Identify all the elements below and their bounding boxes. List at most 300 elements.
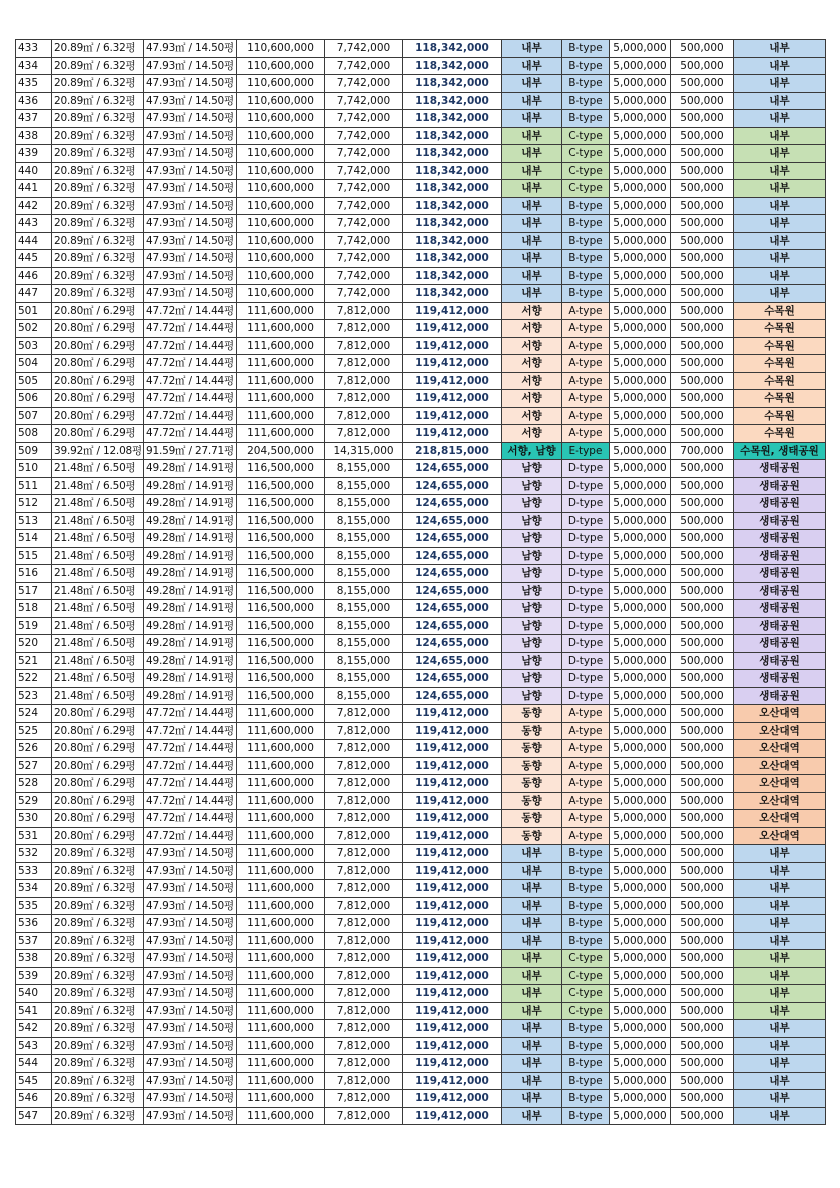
unit-type-cell: B-type xyxy=(562,40,610,58)
unit-type-cell: B-type xyxy=(562,232,610,250)
vat-cell: 7,812,000 xyxy=(325,950,403,968)
supply-price-cell: 116,500,000 xyxy=(237,565,325,583)
supply-area-cell: 47.93㎡ / 14.50평 xyxy=(144,897,237,915)
unit-number-cell: 533 xyxy=(16,862,52,880)
direction-cell: 동향 xyxy=(502,792,562,810)
supply-area-cell: 91.59㎡ / 27.71평 xyxy=(144,442,237,460)
exclusive-area-cell: 20.89㎡ / 6.32평 xyxy=(52,1055,144,1073)
table-row xyxy=(16,1037,826,1055)
fee-cell: 500,000 xyxy=(671,617,734,635)
deposit-cell: 5,000,000 xyxy=(610,1107,671,1125)
unit-type-cell: B-type xyxy=(562,92,610,110)
fee-cell: 500,000 xyxy=(671,862,734,880)
direction-cell: 동향 xyxy=(502,705,562,723)
deposit-cell: 5,000,000 xyxy=(610,372,671,390)
exclusive-area-cell: 20.89㎡ / 6.32평 xyxy=(52,1072,144,1090)
direction-cell: 서향 xyxy=(502,425,562,443)
fee-cell: 500,000 xyxy=(671,1020,734,1038)
direction-cell: 내부 xyxy=(502,932,562,950)
deposit-cell: 5,000,000 xyxy=(610,1020,671,1038)
supply-area-cell: 47.93㎡ / 14.50평 xyxy=(144,1090,237,1108)
total-price-cell: 119,412,000 xyxy=(403,792,502,810)
deposit-cell: 5,000,000 xyxy=(610,390,671,408)
view-cell: 생태공원 xyxy=(734,477,826,495)
supply-price-cell: 111,600,000 xyxy=(237,355,325,373)
unit-number-cell: 540 xyxy=(16,985,52,1003)
vat-cell: 7,742,000 xyxy=(325,285,403,303)
unit-number-cell: 440 xyxy=(16,162,52,180)
supply-price-cell: 110,600,000 xyxy=(237,40,325,58)
table-row xyxy=(16,1055,826,1073)
exclusive-area-cell: 20.89㎡ / 6.32평 xyxy=(52,145,144,163)
table-row xyxy=(16,390,826,408)
vat-cell: 7,812,000 xyxy=(325,810,403,828)
table-row xyxy=(16,1002,826,1020)
supply-area-cell: 47.72㎡ / 14.44평 xyxy=(144,390,237,408)
exclusive-area-cell: 21.48㎡ / 6.50평 xyxy=(52,512,144,530)
unit-type-cell: B-type xyxy=(562,845,610,863)
deposit-cell: 5,000,000 xyxy=(610,197,671,215)
total-price-cell: 118,342,000 xyxy=(403,57,502,75)
supply-area-cell: 47.93㎡ / 14.50평 xyxy=(144,145,237,163)
deposit-cell: 5,000,000 xyxy=(610,57,671,75)
direction-cell: 남향 xyxy=(502,652,562,670)
supply-area-cell: 49.28㎡ / 14.91평 xyxy=(144,600,237,618)
direction-cell: 내부 xyxy=(502,950,562,968)
unit-number-cell: 518 xyxy=(16,600,52,618)
supply-area-cell: 47.93㎡ / 14.50평 xyxy=(144,862,237,880)
supply-price-cell: 111,600,000 xyxy=(237,897,325,915)
supply-area-cell: 49.28㎡ / 14.91평 xyxy=(144,652,237,670)
exclusive-area-cell: 21.48㎡ / 6.50평 xyxy=(52,600,144,618)
fee-cell: 500,000 xyxy=(671,810,734,828)
exclusive-area-cell: 20.80㎡ / 6.29평 xyxy=(52,425,144,443)
table-row xyxy=(16,1072,826,1090)
supply-price-cell: 111,600,000 xyxy=(237,722,325,740)
vat-cell: 7,742,000 xyxy=(325,40,403,58)
table-row xyxy=(16,617,826,635)
fee-cell: 500,000 xyxy=(671,705,734,723)
unit-type-cell: D-type xyxy=(562,687,610,705)
unit-number-cell: 436 xyxy=(16,92,52,110)
deposit-cell: 5,000,000 xyxy=(610,92,671,110)
deposit-cell: 5,000,000 xyxy=(610,600,671,618)
exclusive-area-cell: 20.89㎡ / 6.32평 xyxy=(52,967,144,985)
supply-price-cell: 111,600,000 xyxy=(237,705,325,723)
unit-number-cell: 434 xyxy=(16,57,52,75)
exclusive-area-cell: 20.80㎡ / 6.29평 xyxy=(52,337,144,355)
exclusive-area-cell: 20.89㎡ / 6.32평 xyxy=(52,1020,144,1038)
view-cell: 내부 xyxy=(734,250,826,268)
view-cell: 생태공원 xyxy=(734,530,826,548)
deposit-cell: 5,000,000 xyxy=(610,355,671,373)
total-price-cell: 119,412,000 xyxy=(403,932,502,950)
fee-cell: 500,000 xyxy=(671,285,734,303)
unit-number-cell: 516 xyxy=(16,565,52,583)
exclusive-area-cell: 39.92㎡ / 12.08평 xyxy=(52,442,144,460)
direction-cell: 서향 xyxy=(502,337,562,355)
view-cell: 내부 xyxy=(734,845,826,863)
unit-number-cell: 437 xyxy=(16,110,52,128)
deposit-cell: 5,000,000 xyxy=(610,232,671,250)
unit-type-cell: C-type xyxy=(562,180,610,198)
table-row xyxy=(16,477,826,495)
view-cell: 수목원 xyxy=(734,320,826,338)
vat-cell: 8,155,000 xyxy=(325,495,403,513)
fee-cell: 500,000 xyxy=(671,652,734,670)
table-row xyxy=(16,407,826,425)
deposit-cell: 5,000,000 xyxy=(610,460,671,478)
view-cell: 오산대역 xyxy=(734,810,826,828)
unit-number-cell: 521 xyxy=(16,652,52,670)
direction-cell: 남향 xyxy=(502,495,562,513)
supply-area-cell: 49.28㎡ / 14.91평 xyxy=(144,565,237,583)
vat-cell: 7,812,000 xyxy=(325,915,403,933)
supply-area-cell: 49.28㎡ / 14.91평 xyxy=(144,582,237,600)
exclusive-area-cell: 20.80㎡ / 6.29평 xyxy=(52,407,144,425)
deposit-cell: 5,000,000 xyxy=(610,250,671,268)
table-row xyxy=(16,740,826,758)
supply-area-cell: 47.72㎡ / 14.44평 xyxy=(144,757,237,775)
view-cell: 내부 xyxy=(734,110,826,128)
unit-number-cell: 537 xyxy=(16,932,52,950)
unit-number-cell: 524 xyxy=(16,705,52,723)
supply-price-cell: 111,600,000 xyxy=(237,915,325,933)
supply-area-cell: 49.28㎡ / 14.91평 xyxy=(144,670,237,688)
total-price-cell: 119,412,000 xyxy=(403,425,502,443)
total-price-cell: 118,342,000 xyxy=(403,215,502,233)
vat-cell: 7,812,000 xyxy=(325,985,403,1003)
supply-price-cell: 116,500,000 xyxy=(237,547,325,565)
view-cell: 내부 xyxy=(734,1072,826,1090)
exclusive-area-cell: 20.89㎡ / 6.32평 xyxy=(52,285,144,303)
direction-cell: 남향 xyxy=(502,687,562,705)
exclusive-area-cell: 21.48㎡ / 6.50평 xyxy=(52,617,144,635)
supply-area-cell: 49.28㎡ / 14.91평 xyxy=(144,547,237,565)
fee-cell: 500,000 xyxy=(671,565,734,583)
supply-price-cell: 116,500,000 xyxy=(237,477,325,495)
unit-type-cell: B-type xyxy=(562,75,610,93)
vat-cell: 7,812,000 xyxy=(325,320,403,338)
deposit-cell: 5,000,000 xyxy=(610,145,671,163)
supply-area-cell: 47.93㎡ / 14.50평 xyxy=(144,232,237,250)
supply-area-cell: 47.72㎡ / 14.44평 xyxy=(144,810,237,828)
fee-cell: 500,000 xyxy=(671,845,734,863)
fee-cell: 500,000 xyxy=(671,530,734,548)
direction-cell: 남향 xyxy=(502,565,562,583)
view-cell: 내부 xyxy=(734,180,826,198)
direction-cell: 내부 xyxy=(502,267,562,285)
total-price-cell: 119,412,000 xyxy=(403,775,502,793)
vat-cell: 7,812,000 xyxy=(325,792,403,810)
deposit-cell: 5,000,000 xyxy=(610,792,671,810)
fee-cell: 500,000 xyxy=(671,127,734,145)
unit-type-cell: C-type xyxy=(562,985,610,1003)
view-cell: 내부 xyxy=(734,162,826,180)
supply-area-cell: 49.28㎡ / 14.91평 xyxy=(144,687,237,705)
fee-cell: 500,000 xyxy=(671,407,734,425)
deposit-cell: 5,000,000 xyxy=(610,1002,671,1020)
supply-price-cell: 111,600,000 xyxy=(237,950,325,968)
exclusive-area-cell: 20.89㎡ / 6.32평 xyxy=(52,127,144,145)
unit-type-cell: B-type xyxy=(562,57,610,75)
supply-area-cell: 49.28㎡ / 14.91평 xyxy=(144,512,237,530)
vat-cell: 7,812,000 xyxy=(325,1020,403,1038)
vat-cell: 7,742,000 xyxy=(325,75,403,93)
deposit-cell: 5,000,000 xyxy=(610,827,671,845)
total-price-cell: 119,412,000 xyxy=(403,1037,502,1055)
vat-cell: 7,812,000 xyxy=(325,967,403,985)
unit-type-cell: D-type xyxy=(562,635,610,653)
vat-cell: 7,742,000 xyxy=(325,57,403,75)
exclusive-area-cell: 21.48㎡ / 6.50평 xyxy=(52,582,144,600)
unit-type-cell: A-type xyxy=(562,810,610,828)
direction-cell: 남향 xyxy=(502,530,562,548)
unit-type-cell: B-type xyxy=(562,1107,610,1125)
supply-area-cell: 47.72㎡ / 14.44평 xyxy=(144,372,237,390)
fee-cell: 500,000 xyxy=(671,985,734,1003)
vat-cell: 7,812,000 xyxy=(325,355,403,373)
unit-number-cell: 519 xyxy=(16,617,52,635)
deposit-cell: 5,000,000 xyxy=(610,110,671,128)
view-cell: 내부 xyxy=(734,197,826,215)
table-row xyxy=(16,92,826,110)
unit-number-cell: 522 xyxy=(16,670,52,688)
table-row xyxy=(16,110,826,128)
fee-cell: 500,000 xyxy=(671,582,734,600)
supply-price-cell: 111,600,000 xyxy=(237,337,325,355)
supply-price-cell: 110,600,000 xyxy=(237,145,325,163)
supply-area-cell: 47.93㎡ / 14.50평 xyxy=(144,180,237,198)
fee-cell: 500,000 xyxy=(671,145,734,163)
deposit-cell: 5,000,000 xyxy=(610,407,671,425)
unit-number-cell: 501 xyxy=(16,302,52,320)
view-cell: 생태공원 xyxy=(734,495,826,513)
direction-cell: 내부 xyxy=(502,127,562,145)
total-price-cell: 119,412,000 xyxy=(403,810,502,828)
exclusive-area-cell: 20.89㎡ / 6.32평 xyxy=(52,1002,144,1020)
unit-number-cell: 435 xyxy=(16,75,52,93)
supply-area-cell: 47.93㎡ / 14.50평 xyxy=(144,880,237,898)
total-price-cell: 118,342,000 xyxy=(403,267,502,285)
vat-cell: 7,812,000 xyxy=(325,372,403,390)
unit-type-cell: A-type xyxy=(562,757,610,775)
unit-number-cell: 545 xyxy=(16,1072,52,1090)
total-price-cell: 119,412,000 xyxy=(403,950,502,968)
total-price-cell: 119,412,000 xyxy=(403,915,502,933)
exclusive-area-cell: 20.80㎡ / 6.29평 xyxy=(52,827,144,845)
exclusive-area-cell: 21.48㎡ / 6.50평 xyxy=(52,530,144,548)
view-cell: 오산대역 xyxy=(734,757,826,775)
direction-cell: 내부 xyxy=(502,57,562,75)
table-row xyxy=(16,162,826,180)
supply-area-cell: 47.72㎡ / 14.44평 xyxy=(144,827,237,845)
deposit-cell: 5,000,000 xyxy=(610,722,671,740)
supply-price-cell: 111,600,000 xyxy=(237,407,325,425)
view-cell: 생태공원 xyxy=(734,617,826,635)
unit-type-cell: A-type xyxy=(562,372,610,390)
total-price-cell: 118,342,000 xyxy=(403,127,502,145)
total-price-cell: 119,412,000 xyxy=(403,407,502,425)
vat-cell: 8,155,000 xyxy=(325,547,403,565)
direction-cell: 동향 xyxy=(502,775,562,793)
supply-price-cell: 116,500,000 xyxy=(237,530,325,548)
vat-cell: 7,812,000 xyxy=(325,722,403,740)
exclusive-area-cell: 21.48㎡ / 6.50평 xyxy=(52,670,144,688)
vat-cell: 7,812,000 xyxy=(325,302,403,320)
exclusive-area-cell: 20.89㎡ / 6.32평 xyxy=(52,845,144,863)
exclusive-area-cell: 21.48㎡ / 6.50평 xyxy=(52,652,144,670)
total-price-cell: 119,412,000 xyxy=(403,1107,502,1125)
table-row xyxy=(16,442,826,460)
unit-number-cell: 520 xyxy=(16,635,52,653)
fee-cell: 500,000 xyxy=(671,775,734,793)
vat-cell: 7,812,000 xyxy=(325,897,403,915)
supply-area-cell: 47.72㎡ / 14.44평 xyxy=(144,337,237,355)
direction-cell: 내부 xyxy=(502,897,562,915)
view-cell: 내부 xyxy=(734,880,826,898)
view-cell: 내부 xyxy=(734,215,826,233)
deposit-cell: 5,000,000 xyxy=(610,932,671,950)
total-price-cell: 118,342,000 xyxy=(403,232,502,250)
fee-cell: 500,000 xyxy=(671,267,734,285)
fee-cell: 500,000 xyxy=(671,1072,734,1090)
supply-price-cell: 116,500,000 xyxy=(237,512,325,530)
unit-type-cell: A-type xyxy=(562,425,610,443)
table-row xyxy=(16,250,826,268)
exclusive-area-cell: 21.48㎡ / 6.50평 xyxy=(52,460,144,478)
total-price-cell: 119,412,000 xyxy=(403,337,502,355)
total-price-cell: 118,342,000 xyxy=(403,180,502,198)
view-cell: 수목원 xyxy=(734,355,826,373)
direction-cell: 서향, 남향 xyxy=(502,442,562,460)
supply-price-cell: 204,500,000 xyxy=(237,442,325,460)
supply-area-cell: 49.28㎡ / 14.91평 xyxy=(144,635,237,653)
vat-cell: 8,155,000 xyxy=(325,652,403,670)
supply-price-cell: 111,600,000 xyxy=(237,827,325,845)
fee-cell: 500,000 xyxy=(671,372,734,390)
deposit-cell: 5,000,000 xyxy=(610,775,671,793)
unit-type-cell: B-type xyxy=(562,1037,610,1055)
supply-price-cell: 110,600,000 xyxy=(237,215,325,233)
direction-cell: 내부 xyxy=(502,215,562,233)
deposit-cell: 5,000,000 xyxy=(610,1055,671,1073)
exclusive-area-cell: 20.80㎡ / 6.29평 xyxy=(52,705,144,723)
exclusive-area-cell: 20.89㎡ / 6.32평 xyxy=(52,180,144,198)
direction-cell: 내부 xyxy=(502,197,562,215)
vat-cell: 7,742,000 xyxy=(325,180,403,198)
view-cell: 내부 xyxy=(734,1090,826,1108)
deposit-cell: 5,000,000 xyxy=(610,565,671,583)
deposit-cell: 5,000,000 xyxy=(610,180,671,198)
unit-number-cell: 444 xyxy=(16,232,52,250)
deposit-cell: 5,000,000 xyxy=(610,75,671,93)
table-row xyxy=(16,880,826,898)
vat-cell: 7,742,000 xyxy=(325,145,403,163)
vat-cell: 7,812,000 xyxy=(325,1002,403,1020)
total-price-cell: 119,412,000 xyxy=(403,390,502,408)
total-price-cell: 119,412,000 xyxy=(403,897,502,915)
unit-type-cell: D-type xyxy=(562,547,610,565)
table-body xyxy=(16,40,826,1125)
total-price-cell: 118,342,000 xyxy=(403,40,502,58)
supply-price-cell: 110,600,000 xyxy=(237,180,325,198)
unit-type-cell: A-type xyxy=(562,792,610,810)
unit-type-cell: B-type xyxy=(562,1055,610,1073)
exclusive-area-cell: 20.80㎡ / 6.29평 xyxy=(52,810,144,828)
supply-area-cell: 47.93㎡ / 14.50평 xyxy=(144,1072,237,1090)
exclusive-area-cell: 20.89㎡ / 6.32평 xyxy=(52,110,144,128)
unit-number-cell: 508 xyxy=(16,425,52,443)
unit-type-cell: D-type xyxy=(562,477,610,495)
deposit-cell: 5,000,000 xyxy=(610,1090,671,1108)
direction-cell: 내부 xyxy=(502,145,562,163)
direction-cell: 동향 xyxy=(502,757,562,775)
deposit-cell: 5,000,000 xyxy=(610,320,671,338)
direction-cell: 내부 xyxy=(502,1107,562,1125)
vat-cell: 7,742,000 xyxy=(325,197,403,215)
supply-area-cell: 47.93㎡ / 14.50평 xyxy=(144,915,237,933)
vat-cell: 7,812,000 xyxy=(325,425,403,443)
unit-type-cell: B-type xyxy=(562,862,610,880)
vat-cell: 8,155,000 xyxy=(325,670,403,688)
direction-cell: 내부 xyxy=(502,967,562,985)
supply-price-cell: 111,600,000 xyxy=(237,862,325,880)
exclusive-area-cell: 20.89㎡ / 6.32평 xyxy=(52,40,144,58)
supply-area-cell: 47.72㎡ / 14.44평 xyxy=(144,407,237,425)
total-price-cell: 118,342,000 xyxy=(403,162,502,180)
vat-cell: 7,812,000 xyxy=(325,1107,403,1125)
vat-cell: 8,155,000 xyxy=(325,617,403,635)
supply-area-cell: 47.72㎡ / 14.44평 xyxy=(144,722,237,740)
view-cell: 수목원 xyxy=(734,407,826,425)
deposit-cell: 5,000,000 xyxy=(610,705,671,723)
supply-price-cell: 111,600,000 xyxy=(237,775,325,793)
table-row xyxy=(16,285,826,303)
table-row xyxy=(16,687,826,705)
direction-cell: 서향 xyxy=(502,302,562,320)
view-cell: 오산대역 xyxy=(734,722,826,740)
unit-type-cell: A-type xyxy=(562,740,610,758)
unit-type-cell: A-type xyxy=(562,302,610,320)
exclusive-area-cell: 20.89㎡ / 6.32평 xyxy=(52,880,144,898)
vat-cell: 7,742,000 xyxy=(325,92,403,110)
unit-type-cell: B-type xyxy=(562,285,610,303)
deposit-cell: 5,000,000 xyxy=(610,862,671,880)
exclusive-area-cell: 20.80㎡ / 6.29평 xyxy=(52,775,144,793)
direction-cell: 내부 xyxy=(502,1002,562,1020)
fee-cell: 500,000 xyxy=(671,792,734,810)
total-price-cell: 119,412,000 xyxy=(403,757,502,775)
exclusive-area-cell: 20.89㎡ / 6.32평 xyxy=(52,1037,144,1055)
unit-type-cell: A-type xyxy=(562,827,610,845)
fee-cell: 500,000 xyxy=(671,162,734,180)
fee-cell: 500,000 xyxy=(671,1002,734,1020)
direction-cell: 내부 xyxy=(502,1020,562,1038)
view-cell: 내부 xyxy=(734,967,826,985)
table-row xyxy=(16,705,826,723)
fee-cell: 500,000 xyxy=(671,897,734,915)
deposit-cell: 5,000,000 xyxy=(610,1037,671,1055)
supply-price-cell: 111,600,000 xyxy=(237,810,325,828)
direction-cell: 동향 xyxy=(502,810,562,828)
supply-price-cell: 111,600,000 xyxy=(237,320,325,338)
view-cell: 내부 xyxy=(734,932,826,950)
supply-price-cell: 110,600,000 xyxy=(237,267,325,285)
unit-type-cell: B-type xyxy=(562,880,610,898)
unit-type-cell: C-type xyxy=(562,967,610,985)
direction-cell: 내부 xyxy=(502,40,562,58)
